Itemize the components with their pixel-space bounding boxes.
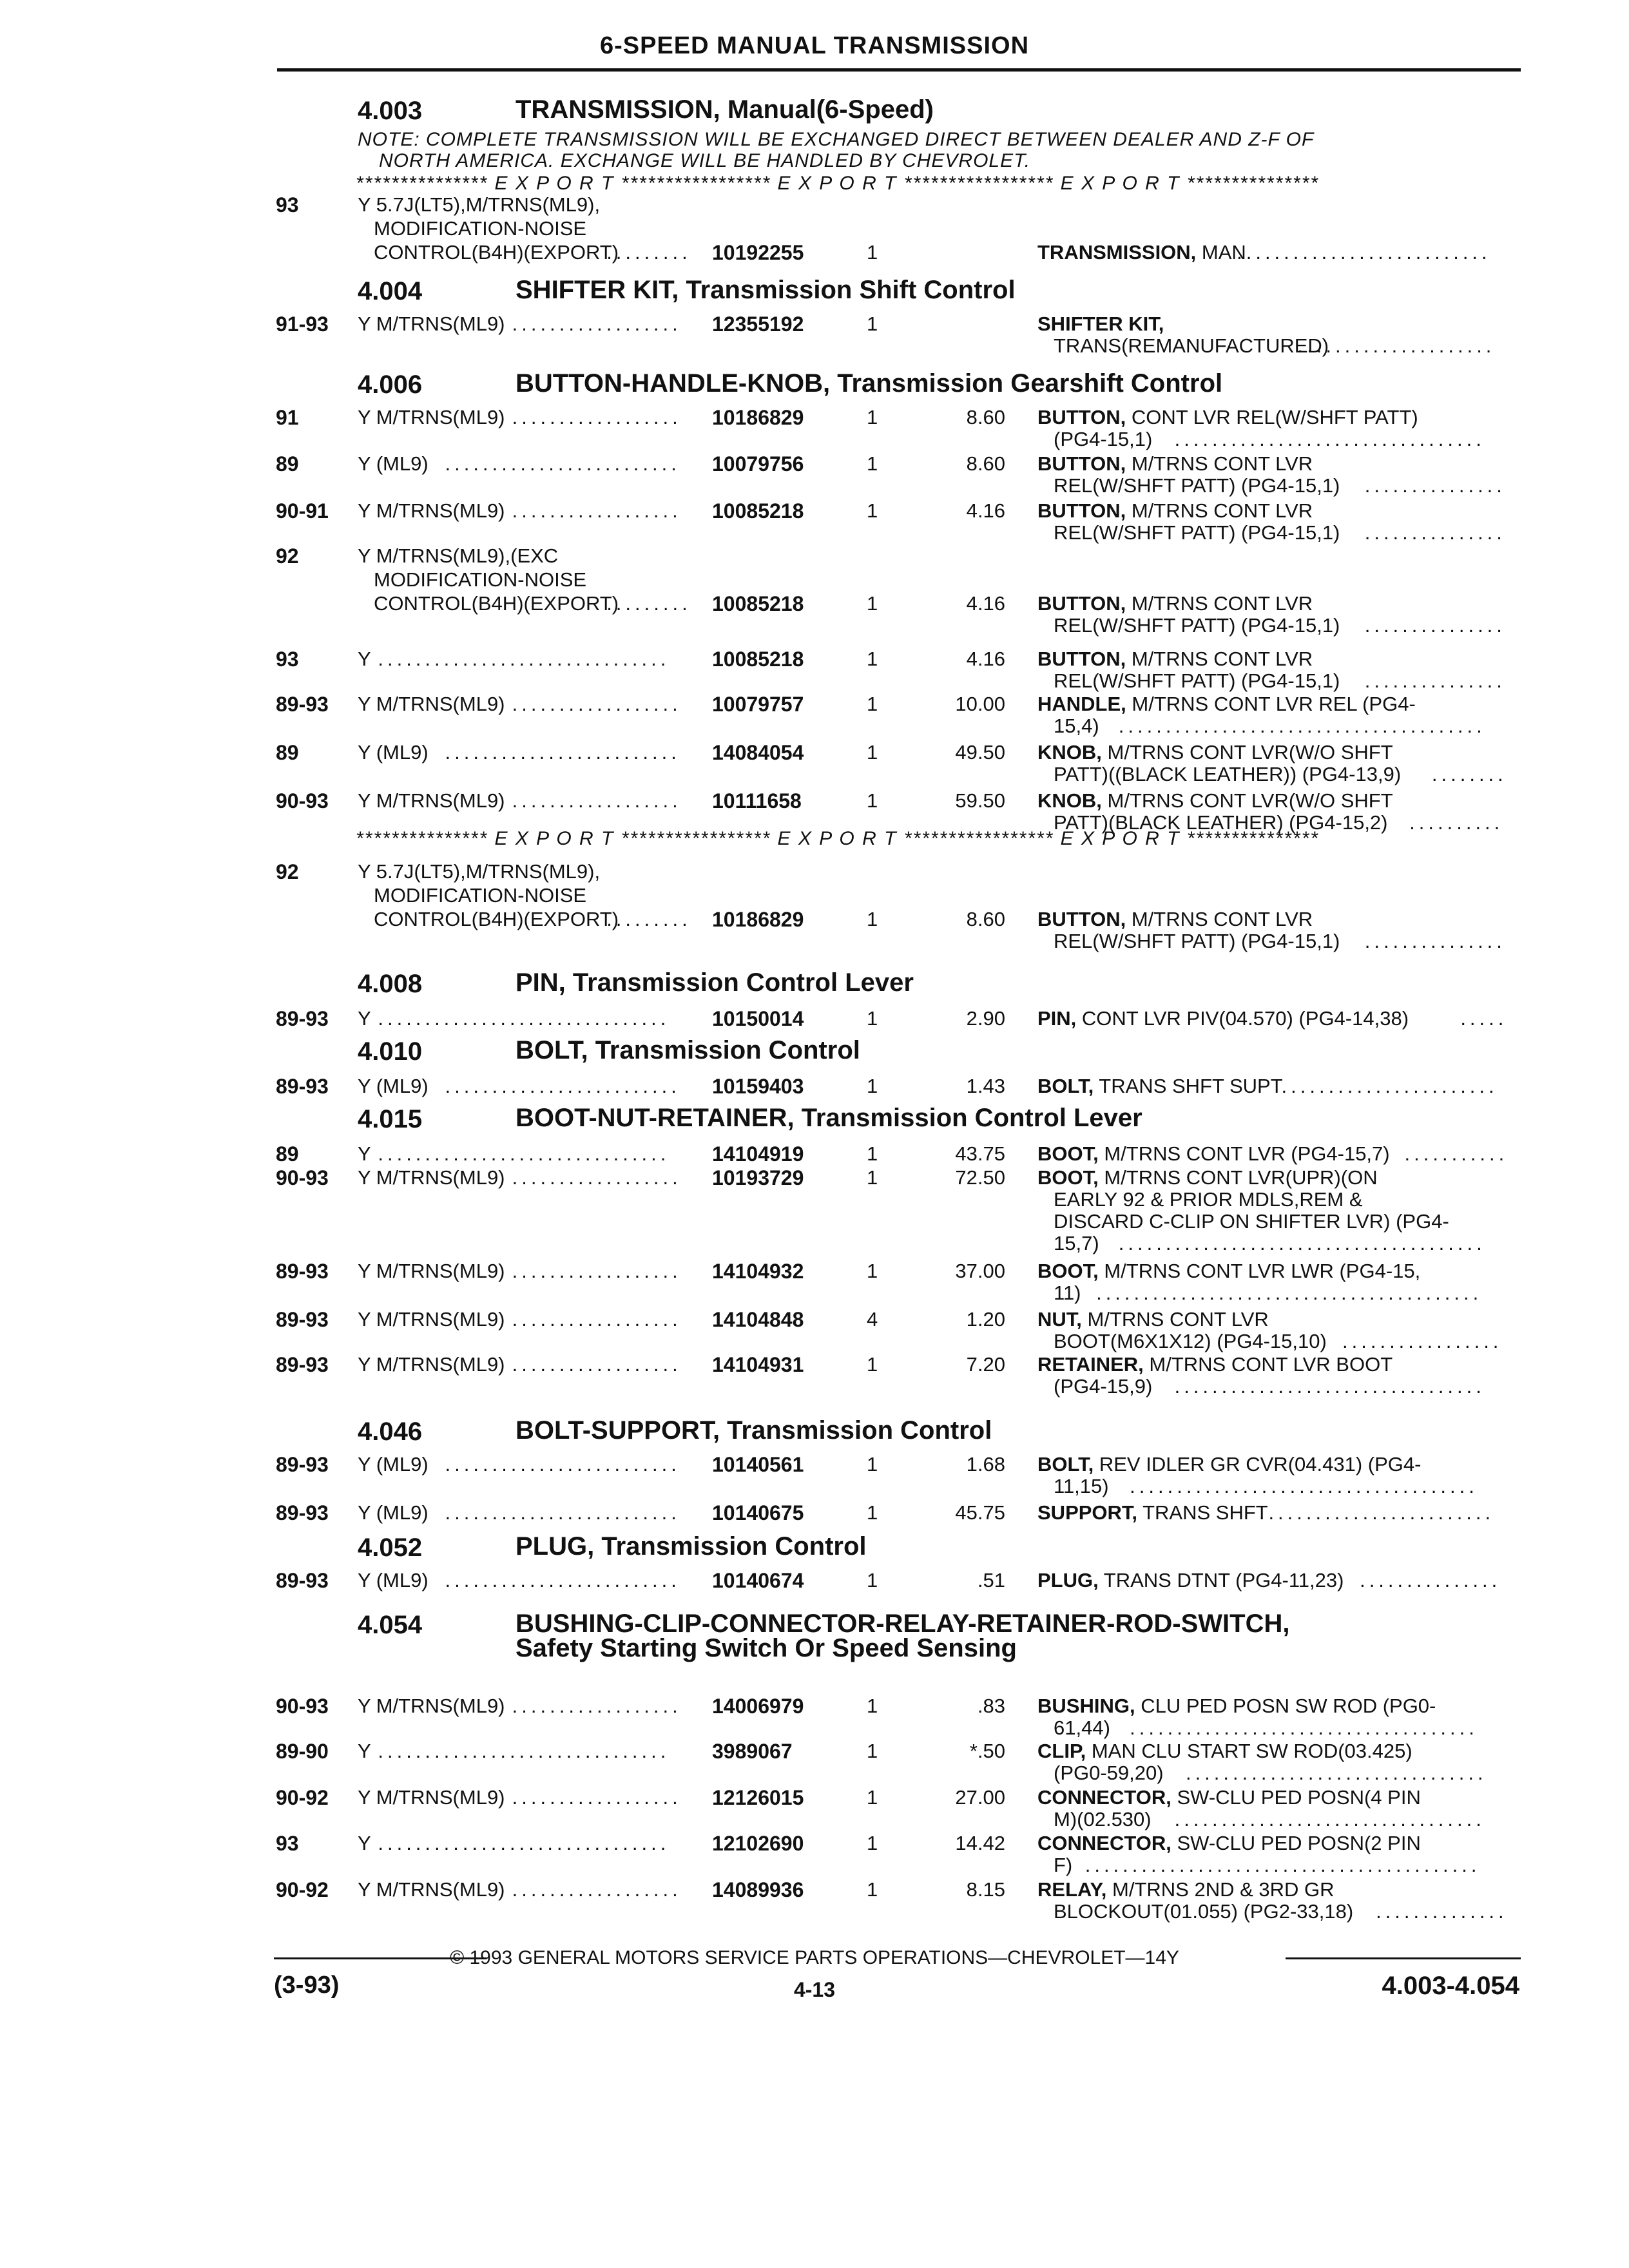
row-quantity: 1: [867, 592, 878, 615]
row-price: 7.20: [966, 1353, 1005, 1376]
row-desc-leader: ..................: [512, 1695, 682, 1717]
row-part-name: KNOB, M/TRNS CONT LVR(W/O SHFT: [1037, 789, 1393, 812]
row-part-number: 3989067: [712, 1740, 793, 1763]
row-part-name-cont: TRANS(REMANUFACTURED): [1054, 334, 1329, 357]
row-part-name: HANDLE, M/TRNS CONT LVR REL (PG4-: [1037, 693, 1416, 715]
row-desc-leader: ..................: [512, 1878, 682, 1901]
row-quantity: 1: [867, 741, 878, 764]
row-part-number: 12102690: [712, 1832, 804, 1855]
row-name-leader: .................................: [1174, 1808, 1485, 1831]
row-quantity: 1: [867, 648, 878, 670]
section-number: 4.010: [358, 1037, 423, 1066]
row-name-leader: .................................: [1174, 1375, 1485, 1398]
row-quantity: 1: [867, 1453, 878, 1475]
row-desc-leader: .........................: [445, 1075, 680, 1097]
row-price: 4.16: [966, 499, 1005, 522]
row-year: 91: [276, 406, 299, 429]
row-part-number: 10079757: [712, 693, 804, 716]
row-application: Y (ML9): [358, 1453, 429, 1475]
row-name-leader: .................: [1342, 1330, 1503, 1352]
row-price: 14.42: [955, 1832, 1005, 1854]
section-title: TRANSMISSION, Manual(6-Speed): [516, 95, 934, 124]
row-desc-leader: .........................: [445, 741, 680, 764]
row-name-leader: ..........: [1409, 811, 1504, 834]
row-name-leader: .....................: [1297, 334, 1496, 357]
row-quantity: 1: [867, 1353, 878, 1376]
row-desc-leader: ..................: [512, 1166, 682, 1189]
row-desc-leader: .........................: [445, 452, 680, 475]
row-part-name: CLIP, MAN CLU START SW ROD(03.425): [1037, 1740, 1412, 1762]
row-name-leader: ...........................: [1237, 241, 1491, 264]
row-quantity: 1: [867, 1166, 878, 1189]
row-part-number: 10085218: [712, 499, 804, 523]
row-quantity: 1: [867, 406, 878, 428]
row-name-leader: ...............: [1364, 669, 1506, 692]
row-year: 93: [276, 1832, 299, 1855]
section-title: PLUG, Transmission Control: [516, 1532, 867, 1561]
row-part-name: TRANSMISSION, MAN: [1037, 241, 1246, 264]
row-name-leader: ...............: [1364, 474, 1506, 497]
row-desc-leader: ..................: [512, 312, 682, 335]
row-name-leader: ..............: [1376, 1900, 1508, 1923]
row-part-number: 14104931: [712, 1353, 804, 1376]
row-desc-leader: ...............................: [378, 648, 670, 670]
row-price: 1.68: [966, 1453, 1005, 1475]
row-application: Y M/TRNS(ML9): [358, 693, 505, 715]
row-year: 90-93: [276, 1695, 329, 1718]
row-application: Y 5.7J(LT5),M/TRNS(ML9),: [358, 193, 601, 216]
row-part-number: 10140561: [712, 1453, 804, 1476]
row-application: Y: [358, 1007, 371, 1030]
row-part-name: PLUG, TRANS DTNT (PG4-11,23): [1037, 1569, 1344, 1591]
row-desc-leader: ..................: [512, 1260, 682, 1282]
row-desc-leader: .........................: [445, 1453, 680, 1475]
row-part-name: PIN, CONT LVR PIV(04.570) (PG4-14,38): [1037, 1007, 1409, 1030]
row-desc-leader: .........: [606, 908, 691, 930]
row-application: Y M/TRNS(ML9): [358, 1695, 505, 1717]
row-application: MODIFICATION-NOISE: [374, 568, 587, 591]
section-title: BUSHING-CLIP-CONNECTOR-RELAY-RETAINER-ROD-SWITCH,: [516, 1610, 1290, 1638]
row-quantity: 1: [867, 1786, 878, 1809]
row-part-name-cont: M)(02.530): [1054, 1808, 1152, 1831]
row-price: 8.60: [966, 452, 1005, 475]
row-part-number: 14089936: [712, 1878, 804, 1901]
row-part-number: 10150014: [712, 1007, 804, 1030]
row-part-name-cont: PATT)((BLACK LEATHER)) (PG4-13,9): [1054, 763, 1402, 785]
row-part-number: 10111658: [712, 789, 802, 812]
row-price: 45.75: [955, 1501, 1005, 1524]
section-number: 4.008: [358, 970, 423, 998]
row-year: 89: [276, 452, 299, 476]
row-desc-leader: ...............................: [378, 1142, 670, 1165]
row-part-name: BUTTON, M/TRNS CONT LVR: [1037, 592, 1313, 615]
row-application: CONTROL(B4H)(EXPORT): [374, 241, 619, 264]
row-quantity: 1: [867, 908, 878, 930]
row-application: Y M/TRNS(ML9): [358, 406, 505, 428]
row-part-name: CONNECTOR, SW-CLU PED POSN(4 PIN: [1037, 1786, 1421, 1809]
row-part-name: BOOT, M/TRNS CONT LVR(UPR)(ON: [1037, 1166, 1378, 1189]
row-part-number: 10140674: [712, 1569, 804, 1592]
row-part-name: BUTTON, M/TRNS CONT LVR: [1037, 452, 1313, 475]
row-name-leader: .........................: [1258, 1501, 1495, 1524]
row-part-name-cont: REL(W/SHFT PATT) (PG4-15,1): [1054, 930, 1340, 952]
row-part-name: CONNECTOR, SW-CLU PED POSN(2 PIN: [1037, 1832, 1421, 1854]
row-price: 8.60: [966, 908, 1005, 930]
row-application: MODIFICATION-NOISE: [374, 884, 587, 907]
section-number: 4.006: [358, 370, 423, 399]
row-quantity: 1: [867, 1878, 878, 1901]
page-title: 6-SPEED MANUAL TRANSMISSION: [599, 32, 1030, 59]
row-application: Y (ML9): [358, 452, 429, 475]
row-part-name: KNOB, M/TRNS CONT LVR(W/O SHFT: [1037, 741, 1393, 764]
row-part-name-cont: (PG4-15,9): [1054, 1375, 1153, 1398]
section-number: 4.004: [358, 277, 423, 305]
row-price: 49.50: [955, 741, 1005, 764]
header-rule: [277, 68, 1521, 72]
row-desc-leader: ..................: [512, 499, 682, 522]
row-year: 89-93: [276, 1308, 329, 1331]
row-application: Y M/TRNS(ML9): [358, 1878, 505, 1901]
section-title: SHIFTER KIT, Transmission Shift Control: [516, 276, 1016, 304]
row-quantity: 1: [867, 1260, 878, 1282]
row-year: 89-93: [276, 1569, 329, 1592]
row-price: .51: [977, 1569, 1005, 1591]
row-year: 89-93: [276, 1075, 329, 1098]
row-part-name-cont: 61,44): [1054, 1716, 1110, 1739]
row-name-leader: ...............: [1364, 614, 1506, 637]
row-part-name: BOOT, M/TRNS CONT LVR LWR (PG4-15,: [1037, 1260, 1421, 1282]
row-year: 89: [276, 741, 299, 764]
section-title: PIN, Transmission Control Lever: [516, 968, 914, 997]
row-part-name-cont: BOOT(M6X1X12) (PG4-15,10): [1054, 1330, 1327, 1352]
row-quantity: 1: [867, 1501, 878, 1524]
row-price: 8.60: [966, 406, 1005, 428]
footer-rule-right: [1286, 1957, 1521, 1959]
row-desc-leader: .........: [606, 241, 691, 264]
row-application: Y M/TRNS(ML9): [358, 1260, 505, 1282]
row-desc-leader: ...............................: [378, 1740, 670, 1762]
row-part-name-cont: REL(W/SHFT PATT) (PG4-15,1): [1054, 474, 1340, 497]
row-part-number: 14104932: [712, 1260, 804, 1283]
row-part-name: BUTTON, M/TRNS CONT LVR: [1037, 908, 1313, 930]
row-desc-leader: ..................: [512, 693, 682, 715]
row-part-name-cont: BLOCKOUT(01.055) (PG2-33,18): [1054, 1900, 1354, 1923]
row-price: 72.50: [955, 1166, 1005, 1189]
note-line: NORTH AMERICA. EXCHANGE WILL BE HANDLED BY CHEVROLET.: [379, 150, 1031, 171]
row-name-leader: ................................: [1185, 1762, 1487, 1784]
row-application: CONTROL(B4H)(EXPORT): [374, 592, 619, 615]
row-part-number: 10192255: [712, 241, 804, 264]
row-part-name: BOLT, TRANS SHFT SUPT: [1037, 1075, 1283, 1097]
section-number: 4.054: [358, 1611, 423, 1639]
row-quantity: 1: [867, 241, 878, 264]
row-application: Y M/TRNS(ML9): [358, 789, 505, 812]
row-part-name-cont: 11,15): [1054, 1475, 1109, 1497]
row-price: 1.20: [966, 1308, 1005, 1331]
row-year: 93: [276, 648, 299, 671]
row-part-name-cont: (PG4-15,1): [1054, 428, 1153, 450]
row-year: 92: [276, 544, 299, 568]
export-banner: *************** E X P O R T ***************** E X P O R T ***************** E X P O R T ***************: [356, 173, 1319, 194]
row-part-number: 10193729: [712, 1166, 804, 1189]
footer-range: 4.003-4.054: [1382, 1972, 1519, 2000]
row-price: 4.16: [966, 648, 1005, 670]
row-part-number: 10186829: [712, 908, 804, 931]
row-part-name: RELAY, M/TRNS 2ND & 3RD GR: [1037, 1878, 1335, 1901]
row-part-name: SUPPORT, TRANS SHFT: [1037, 1501, 1268, 1524]
row-part-name-cont: REL(W/SHFT PATT) (PG4-15,1): [1054, 521, 1340, 544]
row-application: Y M/TRNS(ML9): [358, 499, 505, 522]
row-quantity: 1: [867, 452, 878, 475]
row-price: *.50: [969, 1740, 1005, 1762]
row-part-name-cont: (PG0-59,20): [1054, 1762, 1164, 1784]
row-desc-leader: ...............................: [378, 1832, 670, 1854]
row-application: MODIFICATION-NOISE: [374, 217, 587, 240]
row-year: 93: [276, 193, 299, 216]
row-part-name-cont: EARLY 92 & PRIOR MDLS,REM &: [1054, 1188, 1363, 1211]
row-year: 92: [276, 860, 299, 883]
row-part-name-cont: 11): [1054, 1282, 1081, 1304]
row-price: 2.90: [966, 1007, 1005, 1030]
row-application: Y (ML9): [358, 1569, 429, 1591]
row-application: Y M/TRNS(ML9),(EXC: [358, 544, 559, 567]
export-banner: *************** E X P O R T ***************** E X P O R T ***************** E X P O R T ***************: [356, 828, 1319, 849]
row-desc-leader: ..................: [512, 1786, 682, 1809]
row-desc-leader: ..................: [512, 406, 682, 428]
row-quantity: 1: [867, 1832, 878, 1854]
row-desc-leader: ..................: [512, 789, 682, 812]
row-desc-leader: ...............................: [378, 1007, 670, 1030]
row-quantity: 1: [867, 499, 878, 522]
row-year: 91-93: [276, 312, 329, 336]
row-name-leader: .......................: [1281, 1075, 1498, 1097]
row-part-number: 14104848: [712, 1308, 804, 1331]
row-application: Y 5.7J(LT5),M/TRNS(ML9),: [358, 860, 601, 883]
row-price: 4.16: [966, 592, 1005, 615]
row-quantity: 4: [867, 1308, 878, 1331]
section-subtitle: Safety Starting Switch Or Speed Sensing: [516, 1634, 1017, 1662]
row-price: 43.75: [955, 1142, 1005, 1165]
row-part-name-cont: 15,4): [1054, 715, 1099, 737]
row-year: 89-93: [276, 1453, 329, 1476]
section-title: BOLT, Transmission Control: [516, 1036, 860, 1064]
section-title: BOOT-NUT-RETAINER, Transmission Control Lever: [516, 1104, 1142, 1132]
row-name-leader: .....................................: [1130, 1475, 1478, 1497]
section-number: 4.015: [358, 1105, 423, 1133]
row-part-name: BUTTON, M/TRNS CONT LVR: [1037, 499, 1313, 522]
row-part-number: 14104919: [712, 1142, 804, 1166]
row-part-name: NUT, M/TRNS CONT LVR: [1037, 1308, 1269, 1331]
row-name-leader: .......................................: [1118, 715, 1486, 737]
row-application: Y M/TRNS(ML9): [358, 1786, 505, 1809]
row-part-number: 12355192: [712, 312, 804, 336]
row-name-leader: ..........................................: [1084, 1854, 1481, 1876]
section-title: BOLT-SUPPORT, Transmission Control: [516, 1416, 992, 1445]
row-quantity: 1: [867, 1695, 878, 1717]
row-quantity: 1: [867, 1075, 878, 1097]
row-desc-leader: .........: [606, 592, 691, 615]
footer-date: (3-93): [274, 1972, 340, 1999]
row-quantity: 1: [867, 312, 878, 335]
row-price: .83: [977, 1695, 1005, 1717]
row-application: Y: [358, 1740, 371, 1762]
row-year: 90-92: [276, 1786, 329, 1809]
row-application: Y: [358, 1142, 371, 1165]
row-part-name-cont: PATT)(BLACK LEATHER) (PG4-15,2): [1054, 811, 1388, 834]
row-part-number: 14084054: [712, 741, 804, 764]
row-part-number: 12126015: [712, 1786, 804, 1809]
row-year: 89-93: [276, 693, 329, 716]
section-number: 4.003: [358, 97, 423, 125]
row-application: Y M/TRNS(ML9): [358, 1308, 505, 1331]
row-name-leader: .................................: [1174, 428, 1485, 450]
row-part-number: 10079756: [712, 452, 804, 476]
row-quantity: 1: [867, 1740, 878, 1762]
footer-page-number: 4-13: [793, 1978, 836, 2001]
row-part-name: BUTTON, M/TRNS CONT LVR: [1037, 648, 1313, 670]
row-name-leader: .....: [1460, 1007, 1508, 1030]
row-application: Y (ML9): [358, 1501, 429, 1524]
row-part-name: BUTTON, CONT LVR REL(W/SHFT PATT): [1037, 406, 1418, 428]
row-price: 8.15: [966, 1878, 1005, 1901]
row-price: 10.00: [955, 693, 1005, 715]
row-quantity: 1: [867, 1569, 878, 1591]
row-quantity: 1: [867, 789, 878, 812]
row-application: Y M/TRNS(ML9): [358, 1166, 505, 1189]
row-quantity: 1: [867, 1142, 878, 1165]
row-desc-leader: ..................: [512, 1308, 682, 1331]
row-quantity: 1: [867, 693, 878, 715]
row-part-name-cont: REL(W/SHFT PATT) (PG4-15,1): [1054, 614, 1340, 637]
row-price: 59.50: [955, 789, 1005, 812]
row-part-number: 10085218: [712, 648, 804, 671]
section-number: 4.046: [358, 1418, 423, 1446]
row-year: 89-93: [276, 1007, 329, 1030]
row-year: 89-93: [276, 1260, 329, 1283]
row-part-name: BOLT, REV IDLER GR CVR(04.431) (PG4-: [1037, 1453, 1422, 1475]
row-application: Y M/TRNS(ML9): [358, 1353, 505, 1376]
row-application: Y (ML9): [358, 741, 429, 764]
row-application: Y (ML9): [358, 1075, 429, 1097]
row-year: 90-91: [276, 499, 329, 523]
row-name-leader: ...........: [1404, 1142, 1509, 1165]
row-part-number: 10159403: [712, 1075, 804, 1098]
row-name-leader: .....................................: [1130, 1716, 1478, 1739]
row-part-number: 10085218: [712, 592, 804, 615]
row-name-leader: ...............: [1364, 521, 1506, 544]
row-year: 90-92: [276, 1878, 329, 1901]
row-price: 27.00: [955, 1786, 1005, 1809]
row-quantity: 1: [867, 1007, 878, 1030]
row-part-name-cont: F): [1054, 1854, 1073, 1876]
row-part-name-cont: REL(W/SHFT PATT) (PG4-15,1): [1054, 669, 1340, 692]
row-application: Y: [358, 1832, 371, 1854]
row-desc-leader: .........................: [445, 1569, 680, 1591]
section-title: BUTTON-HANDLE-KNOB, Transmission Gearshift Control: [516, 369, 1223, 398]
row-price: 37.00: [955, 1260, 1005, 1282]
row-year: 89: [276, 1142, 299, 1166]
row-application: Y: [358, 648, 371, 670]
row-name-leader: ........: [1431, 763, 1507, 785]
row-name-leader: ...............: [1364, 930, 1506, 952]
row-name-leader: .......................................: [1118, 1232, 1486, 1254]
row-part-name: SHIFTER KIT,: [1037, 312, 1164, 335]
row-price: 1.43: [966, 1075, 1005, 1097]
row-desc-leader: ..................: [512, 1353, 682, 1376]
row-name-leader: ...............: [1360, 1569, 1501, 1591]
row-part-name: RETAINER, M/TRNS CONT LVR BOOT: [1037, 1353, 1393, 1376]
row-part-number: 10140675: [712, 1501, 804, 1524]
row-year: 89-90: [276, 1740, 329, 1763]
row-name-leader: .........................................: [1096, 1282, 1483, 1304]
row-application: CONTROL(B4H)(EXPORT): [374, 908, 619, 930]
section-number: 4.052: [358, 1533, 423, 1562]
row-year: 89-93: [276, 1501, 329, 1524]
row-year: 90-93: [276, 1166, 329, 1189]
row-part-number: 14006979: [712, 1695, 804, 1718]
note-line: NOTE: COMPLETE TRANSMISSION WILL BE EXCHANGED DIRECT BETWEEN DEALER AND Z-F OF: [358, 129, 1315, 150]
row-application: Y M/TRNS(ML9): [358, 312, 505, 335]
footer-copyright: © 1993 GENERAL MOTORS SERVICE PARTS OPERATIONS—CHEVROLET—14Y: [450, 1947, 1179, 1968]
row-part-number: 10186829: [712, 406, 804, 429]
row-part-name-cont: 15,7): [1054, 1232, 1099, 1254]
row-year: 90-93: [276, 789, 329, 812]
row-desc-leader: .........................: [445, 1501, 680, 1524]
row-year: 89-93: [276, 1353, 329, 1376]
row-part-name-cont: DISCARD C-CLIP ON SHIFTER LVR) (PG4-: [1054, 1210, 1449, 1233]
row-part-name: BUSHING, CLU PED POSN SW ROD (PG0-: [1037, 1695, 1436, 1717]
row-part-name: BOOT, M/TRNS CONT LVR (PG4-15,7): [1037, 1142, 1390, 1165]
